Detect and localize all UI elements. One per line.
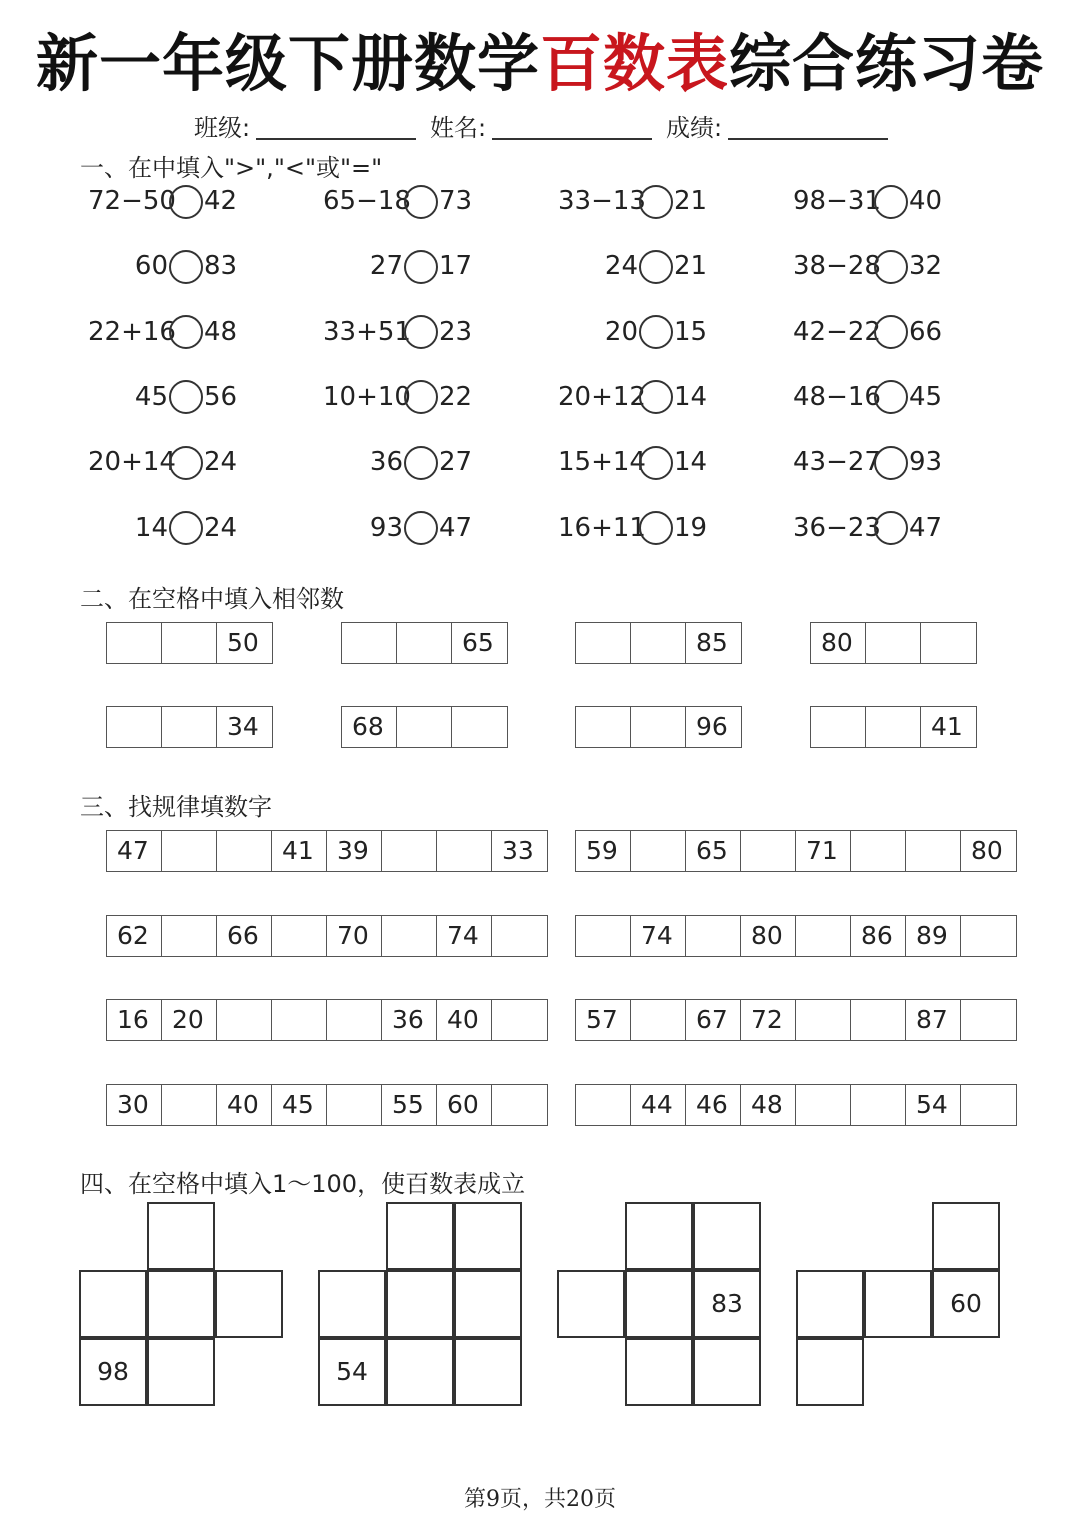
comparison-item	[558, 508, 707, 548]
comparison-right: 24	[204, 447, 238, 478]
class-label: 班级:	[194, 114, 251, 142]
number-cell: 83	[693, 1270, 761, 1338]
neighbor-row	[106, 622, 273, 664]
number-cell: 80	[811, 623, 866, 663]
class-field[interactable]	[194, 108, 416, 143]
number-cell: 89	[906, 916, 961, 956]
comparison-right: 23	[439, 316, 473, 347]
name-blank[interactable]	[492, 118, 652, 140]
number-cell: 33	[502, 836, 534, 865]
comparison-item	[793, 377, 942, 417]
comparison-right: 14	[674, 381, 708, 412]
comparison-right: 56	[204, 381, 238, 412]
blank-cell[interactable]	[452, 707, 507, 747]
blank-cell[interactable]	[147, 1270, 215, 1338]
comparison-left: 72−50	[88, 186, 176, 216]
comparison-right: 42	[204, 186, 238, 216]
blank-cell[interactable]	[162, 623, 217, 663]
answer-circle[interactable]	[874, 250, 908, 284]
comparison-right: 66	[909, 316, 943, 347]
number-cell: 72	[741, 1000, 796, 1040]
number-cell: 40	[437, 1000, 492, 1040]
number-cell: 71	[796, 831, 851, 871]
number-cell: 80	[741, 916, 796, 956]
blank-cell[interactable]	[382, 916, 437, 956]
comparison-item	[793, 181, 942, 221]
answer-circle[interactable]	[169, 250, 203, 284]
answer-circle[interactable]	[169, 185, 203, 219]
blank-cell[interactable]	[397, 707, 452, 747]
blank-cell[interactable]	[686, 916, 741, 956]
blank-cell[interactable]	[631, 707, 686, 747]
comparison-left: 16+11	[558, 512, 646, 543]
comparison-item	[793, 246, 942, 286]
pattern-row	[106, 1084, 548, 1126]
answer-circle[interactable]	[874, 315, 908, 349]
comparison-item	[323, 442, 472, 482]
answer-circle[interactable]	[404, 446, 438, 480]
blank-cell[interactable]	[851, 1000, 906, 1040]
comparison-left: 14	[134, 512, 168, 543]
score-field[interactable]	[666, 108, 888, 143]
answer-circle[interactable]	[874, 380, 908, 414]
answer-circle[interactable]	[169, 511, 203, 545]
blank-cell[interactable]	[557, 1270, 625, 1338]
answer-circle[interactable]	[169, 315, 203, 349]
blank-cell[interactable]	[327, 1000, 382, 1040]
comparison-left: 22+16	[88, 316, 176, 347]
neighbor-row	[341, 706, 508, 748]
comparison-left: 60	[134, 251, 168, 282]
comparison-left: 38−28	[793, 251, 881, 282]
blank-cell[interactable]	[576, 707, 631, 747]
title-highlight: 百数表	[539, 27, 729, 100]
blank-cell[interactable]	[906, 831, 961, 871]
blank-cell[interactable]	[693, 1338, 761, 1406]
number-cell: 60	[932, 1270, 1000, 1338]
comparison-item	[558, 377, 707, 417]
answer-circle[interactable]	[404, 250, 438, 284]
comparison-item	[88, 181, 237, 221]
number-cell: 44	[631, 1085, 686, 1125]
comparison-left: 98−31	[793, 186, 881, 216]
blank-cell[interactable]	[454, 1338, 522, 1406]
comparison-left: 33−13	[558, 186, 646, 216]
answer-circle[interactable]	[874, 446, 908, 480]
blank-cell[interactable]	[437, 831, 492, 871]
blank-cell[interactable]	[961, 1085, 1016, 1125]
answer-circle[interactable]	[639, 380, 673, 414]
comparison-item	[323, 377, 472, 417]
blank-cell[interactable]	[866, 623, 921, 663]
number-cell: 85	[696, 628, 728, 657]
number-cell: 57	[576, 1000, 631, 1040]
blank-cell[interactable]	[318, 1270, 386, 1338]
comparison-item	[88, 508, 237, 548]
comparison-left: 15+14	[558, 447, 646, 478]
blank-cell[interactable]	[851, 831, 906, 871]
number-cell: 34	[227, 712, 259, 741]
blank-cell[interactable]	[492, 916, 547, 956]
comparison-item	[558, 181, 707, 221]
comparison-item	[558, 442, 707, 482]
section4-heading: 四、在空格中填入1～100，使百数表成立	[80, 1170, 526, 1198]
blank-cell[interactable]	[342, 623, 397, 663]
comparison-right: 14	[674, 447, 708, 478]
blank-cell[interactable]	[866, 707, 921, 747]
blank-cell[interactable]	[272, 916, 327, 956]
answer-circle[interactable]	[404, 315, 438, 349]
number-cell: 96	[696, 712, 728, 741]
blank-cell[interactable]	[625, 1202, 693, 1270]
number-cell: 16	[107, 1000, 162, 1040]
comparison-item	[793, 508, 942, 548]
class-blank[interactable]	[256, 118, 416, 140]
number-cell: 59	[576, 831, 631, 871]
answer-circle[interactable]	[639, 315, 673, 349]
pattern-row	[575, 1084, 1017, 1126]
number-cell: 47	[107, 831, 162, 871]
blank-cell[interactable]	[382, 831, 437, 871]
number-cell: 50	[227, 628, 259, 657]
neighbor-row	[575, 622, 742, 664]
blank-cell[interactable]	[147, 1338, 215, 1406]
comparison-right: 21	[674, 186, 708, 216]
comparison-right: 73	[439, 186, 473, 216]
blank-cell[interactable]	[625, 1270, 693, 1338]
number-cell: 70	[327, 916, 382, 956]
number-cell: 87	[906, 1000, 961, 1040]
comparison-item	[558, 246, 707, 286]
blank-cell[interactable]	[386, 1202, 454, 1270]
comparison-right: 21	[674, 251, 708, 282]
number-cell: 55	[382, 1085, 437, 1125]
comparison-left: 20+14	[88, 447, 176, 478]
pattern-row	[575, 830, 1017, 872]
comparison-right: 27	[439, 447, 473, 478]
blank-cell[interactable]	[576, 623, 631, 663]
answer-circle[interactable]	[169, 380, 203, 414]
comparison-left: 33+51	[323, 316, 411, 347]
comparison-item	[793, 442, 942, 482]
score-label: 成绩:	[666, 114, 723, 142]
blank-cell[interactable]	[741, 831, 796, 871]
blank-cell[interactable]	[796, 916, 851, 956]
blank-cell[interactable]	[631, 831, 686, 871]
pattern-row	[575, 915, 1017, 957]
blank-cell[interactable]	[492, 1000, 547, 1040]
blank-cell[interactable]	[576, 1085, 631, 1125]
blank-cell[interactable]	[864, 1270, 932, 1338]
section3-heading: 三、找规律填数字	[80, 793, 272, 821]
blank-cell[interactable]	[961, 1000, 1016, 1040]
number-cell: 48	[741, 1085, 796, 1125]
blank-cell[interactable]	[79, 1270, 147, 1338]
pattern-row	[106, 999, 548, 1041]
number-cell: 74	[631, 916, 686, 956]
section2-heading: 二、在空格中填入相邻数	[80, 585, 344, 613]
answer-circle[interactable]	[404, 380, 438, 414]
number-cell: 40	[217, 1085, 272, 1125]
comparison-left: 10+10	[323, 381, 411, 412]
comparison-left: 65−18	[323, 186, 411, 216]
section1-heading: 一、在中填入">","<"或"="	[80, 154, 383, 182]
blank-cell[interactable]	[327, 1085, 382, 1125]
number-cell: 41	[272, 831, 327, 871]
answer-circle[interactable]	[639, 250, 673, 284]
title-part1: 新一年级下册数学	[35, 27, 540, 100]
blank-cell[interactable]	[397, 623, 452, 663]
number-cell: 41	[931, 712, 963, 741]
blank-cell[interactable]	[107, 623, 162, 663]
neighbor-row	[810, 706, 977, 748]
blank-cell[interactable]	[631, 1000, 686, 1040]
blank-cell[interactable]	[386, 1338, 454, 1406]
answer-circle[interactable]	[639, 446, 673, 480]
blank-cell[interactable]	[454, 1202, 522, 1270]
blank-cell[interactable]	[386, 1270, 454, 1338]
comparison-left: 48−16	[793, 381, 881, 412]
number-cell: 46	[686, 1085, 741, 1125]
comparison-left: 43−27	[793, 447, 881, 478]
pattern-row	[106, 830, 548, 872]
blank-cell[interactable]	[576, 916, 631, 956]
answer-circle[interactable]	[404, 185, 438, 219]
blank-cell[interactable]	[217, 1000, 272, 1040]
answer-circle[interactable]	[169, 446, 203, 480]
comparison-right: 22	[439, 381, 473, 412]
comparison-right: 40	[909, 186, 943, 216]
number-cell: 54	[318, 1338, 386, 1406]
comparison-left: 24	[604, 251, 638, 282]
blank-cell[interactable]	[454, 1270, 522, 1338]
comparison-left: 36−23	[793, 512, 881, 543]
neighbor-row	[810, 622, 977, 664]
blank-cell[interactable]	[147, 1202, 215, 1270]
number-cell: 66	[217, 916, 272, 956]
name-label: 姓名:	[430, 114, 487, 142]
blank-cell[interactable]	[631, 623, 686, 663]
number-cell: 74	[437, 916, 492, 956]
number-cell: 67	[686, 1000, 741, 1040]
number-cell: 39	[327, 831, 382, 871]
blank-cell[interactable]	[492, 1085, 547, 1125]
blank-cell[interactable]	[796, 1000, 851, 1040]
number-cell: 65	[686, 831, 741, 871]
comparison-item	[88, 312, 237, 352]
number-cell: 30	[107, 1085, 162, 1125]
number-cell: 60	[437, 1085, 492, 1125]
comparison-item	[323, 246, 472, 286]
comparison-right: 93	[909, 447, 943, 478]
number-cell: 80	[971, 836, 1003, 865]
comparison-right: 24	[204, 512, 238, 543]
blank-cell[interactable]	[625, 1338, 693, 1406]
blank-cell[interactable]	[921, 623, 976, 663]
comparison-item	[558, 312, 707, 352]
blank-cell[interactable]	[693, 1202, 761, 1270]
answer-circle[interactable]	[874, 185, 908, 219]
blank-cell[interactable]	[217, 831, 272, 871]
comparison-right: 17	[439, 251, 473, 282]
comparison-right: 47	[909, 512, 943, 543]
comparison-left: 93	[369, 512, 403, 543]
blank-cell[interactable]	[107, 707, 162, 747]
blank-cell[interactable]	[162, 707, 217, 747]
number-cell: 54	[906, 1085, 961, 1125]
comparison-item	[323, 312, 472, 352]
comparison-right: 47	[439, 512, 473, 543]
number-cell: 20	[162, 1000, 217, 1040]
blank-cell[interactable]	[272, 1000, 327, 1040]
neighbor-row	[575, 706, 742, 748]
comparison-right: 15	[674, 316, 708, 347]
number-cell: 62	[107, 916, 162, 956]
number-cell: 86	[851, 916, 906, 956]
number-cell: 98	[79, 1338, 147, 1406]
neighbor-row	[341, 622, 508, 664]
answer-circle[interactable]	[874, 511, 908, 545]
answer-circle[interactable]	[639, 511, 673, 545]
comparison-item	[323, 508, 472, 548]
page-title	[0, 14, 1080, 103]
comparison-item	[323, 181, 472, 221]
comparison-right: 32	[909, 251, 943, 282]
number-cell: 45	[272, 1085, 327, 1125]
blank-cell[interactable]	[932, 1202, 1000, 1270]
blank-cell[interactable]	[162, 1085, 217, 1125]
comparison-right: 45	[909, 381, 943, 412]
pattern-row	[106, 915, 548, 957]
comparison-right: 48	[204, 316, 238, 347]
comparison-left: 27	[369, 251, 403, 282]
comparison-item	[88, 377, 237, 417]
comparison-right: 19	[674, 512, 708, 543]
blank-cell[interactable]	[961, 916, 1016, 956]
neighbor-row	[106, 706, 273, 748]
comparison-left: 36	[369, 447, 403, 478]
comparison-item	[88, 442, 237, 482]
pattern-row	[575, 999, 1017, 1041]
blank-cell[interactable]	[796, 1085, 851, 1125]
blank-cell[interactable]	[162, 831, 217, 871]
comparison-item	[793, 312, 942, 352]
comparison-left: 45	[134, 381, 168, 412]
comparison-item	[88, 246, 237, 286]
title-part2: 综合练习卷	[729, 27, 1045, 100]
comparison-left: 42−22	[793, 316, 881, 347]
blank-cell[interactable]	[162, 916, 217, 956]
score-blank[interactable]	[728, 118, 888, 140]
number-cell: 68	[342, 707, 397, 747]
blank-cell[interactable]	[796, 1270, 864, 1338]
number-cell: 36	[382, 1000, 437, 1040]
answer-circle[interactable]	[404, 511, 438, 545]
answer-circle[interactable]	[639, 185, 673, 219]
comparison-left: 20+12	[558, 381, 646, 412]
blank-cell[interactable]	[811, 707, 866, 747]
blank-cell[interactable]	[851, 1085, 906, 1125]
name-field[interactable]	[430, 108, 652, 143]
page-footer: 第9页，共20页	[464, 1487, 616, 1512]
comparison-right: 83	[204, 251, 238, 282]
number-cell: 65	[462, 628, 494, 657]
blank-cell[interactable]	[215, 1270, 283, 1338]
blank-cell[interactable]	[796, 1338, 864, 1406]
comparison-left: 20	[604, 316, 638, 347]
